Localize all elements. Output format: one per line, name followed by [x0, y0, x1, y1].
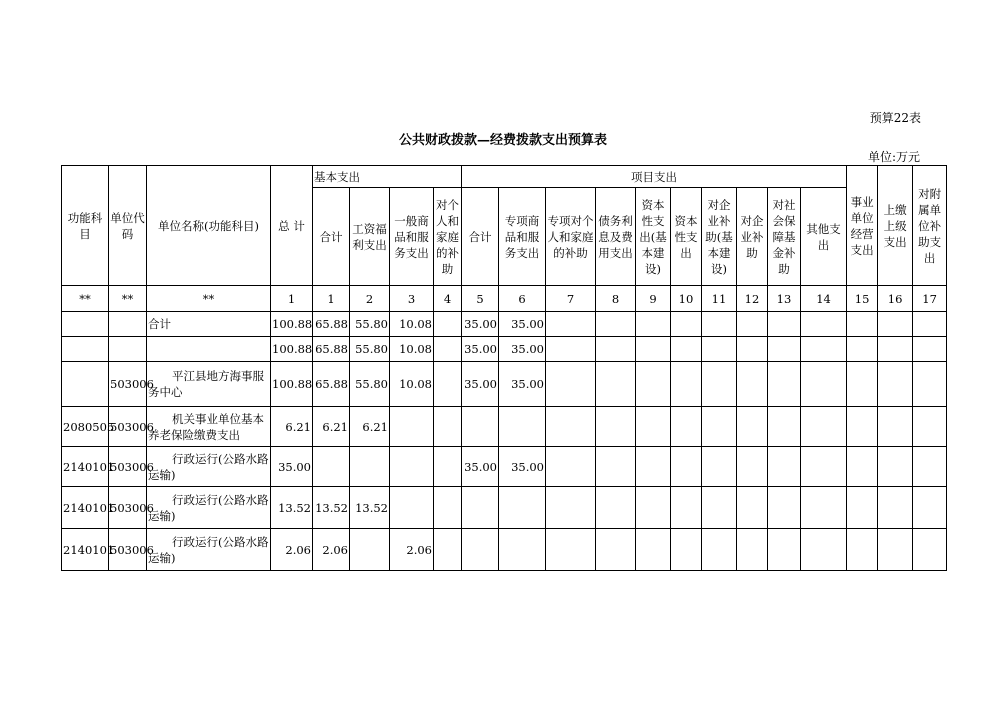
- empty-cell: [878, 337, 913, 362]
- index-cell: 6: [499, 286, 546, 312]
- empty-cell: [636, 407, 671, 447]
- empty-cell: [878, 447, 913, 487]
- empty-cell: [801, 487, 847, 529]
- proj-total-cell: 35.00: [462, 312, 499, 337]
- col-proj-personal: 专项对个人和家庭的补助: [546, 188, 596, 286]
- index-cell: 1: [271, 286, 313, 312]
- index-cell: 13: [768, 286, 801, 312]
- func-code-cell: 2140101: [62, 447, 109, 487]
- empty-cell: [913, 312, 947, 337]
- col-unit-code: 单位代码: [109, 166, 147, 286]
- index-cell: 12: [737, 286, 768, 312]
- empty-cell: [702, 407, 737, 447]
- unit-name-cell: [147, 337, 271, 362]
- index-cell: 3: [390, 286, 434, 312]
- goods-cell: 2.06: [390, 529, 434, 571]
- proj-goods-cell: 35.00: [499, 337, 546, 362]
- empty-cell: [702, 487, 737, 529]
- col-goods: 一般商品和服务支出: [390, 188, 434, 286]
- empty-cell: [847, 407, 878, 447]
- empty-cell: [878, 487, 913, 529]
- empty-cell: [636, 312, 671, 337]
- index-cell: 1: [313, 286, 350, 312]
- col-cap-build: 资本性支出(基本建设): [636, 188, 671, 286]
- table-row: [62, 487, 947, 529]
- col-proj-total: 合计: [462, 188, 499, 286]
- total-cell: 35.00: [271, 447, 313, 487]
- empty-cell: [801, 312, 847, 337]
- wages-cell: 13.52: [350, 487, 390, 529]
- unit-name-cell: 行政运行(公路水路运输): [147, 487, 271, 529]
- empty-cell: [596, 447, 636, 487]
- empty-cell: [801, 529, 847, 571]
- empty-cell: [768, 529, 801, 571]
- basic-total-cell: 65.88: [313, 362, 350, 407]
- personal-cell: [434, 447, 462, 487]
- empty-cell: [596, 487, 636, 529]
- basic-total-cell: 6.21: [313, 407, 350, 447]
- empty-cell: [737, 529, 768, 571]
- func-code-cell: 2140101: [62, 529, 109, 571]
- empty-cell: [596, 362, 636, 407]
- col-social: 对社会保障基金补助: [768, 188, 801, 286]
- group-basic: 基本支出: [313, 166, 462, 188]
- empty-cell: [913, 447, 947, 487]
- empty-cell: [671, 312, 702, 337]
- unit-label: 单位:万元: [867, 150, 920, 164]
- proj-goods-cell: [499, 529, 546, 571]
- unit-name-cell: 机关事业单位基本养老保险缴费支出: [147, 407, 271, 447]
- empty-cell: [671, 487, 702, 529]
- unit-name-cell: 合计: [147, 312, 271, 337]
- col-func-code: 功能科目: [62, 166, 109, 286]
- empty-cell: [636, 362, 671, 407]
- empty-cell: [878, 312, 913, 337]
- empty-cell: [801, 407, 847, 447]
- table-row: [62, 407, 947, 447]
- func-code-cell: [62, 312, 109, 337]
- total-cell: 2.06: [271, 529, 313, 571]
- empty-cell: [768, 312, 801, 337]
- empty-cell: [801, 362, 847, 407]
- empty-cell: [702, 529, 737, 571]
- empty-cell: [913, 529, 947, 571]
- func-code-cell: [62, 337, 109, 362]
- empty-cell: [596, 312, 636, 337]
- index-cell: 9: [636, 286, 671, 312]
- wages-cell: [350, 447, 390, 487]
- col-ent: 对企业补助: [737, 188, 768, 286]
- index-cell: 14: [801, 286, 847, 312]
- goods-cell: 10.08: [390, 337, 434, 362]
- proj-goods-cell: 35.00: [499, 312, 546, 337]
- col-upper: 上缴上级支出: [878, 166, 913, 286]
- index-cell: **: [62, 286, 109, 312]
- empty-cell: [737, 447, 768, 487]
- personal-cell: [434, 407, 462, 447]
- wages-cell: 55.80: [350, 362, 390, 407]
- empty-cell: [671, 447, 702, 487]
- wages-cell: [350, 529, 390, 571]
- goods-cell: 10.08: [390, 312, 434, 337]
- page-title: 公共财政拨款—经费拨款支出预算表: [398, 133, 607, 148]
- empty-cell: [768, 337, 801, 362]
- table-number: 预算22表: [869, 111, 921, 125]
- wages-cell: 6.21: [350, 407, 390, 447]
- empty-cell: [702, 447, 737, 487]
- empty-cell: [913, 362, 947, 407]
- proj-total-cell: 35.00: [462, 337, 499, 362]
- col-total: 总 计: [271, 166, 313, 286]
- unit-code-cell: 503006: [109, 362, 147, 407]
- func-code-cell: 2140101: [62, 487, 109, 529]
- empty-cell: [913, 337, 947, 362]
- budget-table: [61, 165, 947, 571]
- empty-cell: [702, 362, 737, 407]
- goods-cell: [390, 407, 434, 447]
- unit-code-cell: 503006: [109, 447, 147, 487]
- empty-cell: [546, 447, 596, 487]
- goods-cell: 10.08: [390, 362, 434, 407]
- col-other: 其他支出: [801, 188, 847, 286]
- empty-cell: [546, 529, 596, 571]
- empty-cell: [702, 337, 737, 362]
- unit-code-cell: 503006: [109, 407, 147, 447]
- empty-cell: [596, 407, 636, 447]
- col-ent-build: 对企业补助(基本建设): [702, 188, 737, 286]
- empty-cell: [671, 529, 702, 571]
- index-cell: 4: [434, 286, 462, 312]
- wages-cell: 55.80: [350, 312, 390, 337]
- index-row: [62, 286, 947, 312]
- proj-goods-cell: 35.00: [499, 447, 546, 487]
- empty-cell: [847, 337, 878, 362]
- empty-cell: [737, 362, 768, 407]
- empty-cell: [636, 447, 671, 487]
- proj-total-cell: [462, 487, 499, 529]
- empty-cell: [671, 362, 702, 407]
- index-cell: **: [147, 286, 271, 312]
- unit-code-cell: [109, 312, 147, 337]
- unit-code-cell: [109, 337, 147, 362]
- empty-cell: [546, 362, 596, 407]
- personal-cell: [434, 487, 462, 529]
- empty-cell: [847, 312, 878, 337]
- col-cap: 资本性支出: [671, 188, 702, 286]
- empty-cell: [546, 337, 596, 362]
- personal-cell: [434, 337, 462, 362]
- personal-cell: [434, 312, 462, 337]
- empty-cell: [636, 529, 671, 571]
- index-cell: 17: [913, 286, 947, 312]
- index-cell: 8: [596, 286, 636, 312]
- col-debt: 债务利息及费用支出: [596, 188, 636, 286]
- wages-cell: 55.80: [350, 337, 390, 362]
- empty-cell: [636, 487, 671, 529]
- empty-cell: [878, 529, 913, 571]
- basic-total-cell: [313, 447, 350, 487]
- empty-cell: [596, 337, 636, 362]
- empty-cell: [913, 407, 947, 447]
- empty-cell: [768, 487, 801, 529]
- empty-cell: [671, 337, 702, 362]
- index-cell: 2: [350, 286, 390, 312]
- empty-cell: [737, 337, 768, 362]
- group-project: 项目支出: [462, 166, 847, 188]
- table-row: [62, 362, 947, 407]
- table-row: [62, 337, 947, 362]
- empty-cell: [596, 529, 636, 571]
- personal-cell: [434, 362, 462, 407]
- unit-name-cell: 行政运行(公路水路运输): [147, 529, 271, 571]
- proj-goods-cell: [499, 407, 546, 447]
- unit-code-cell: 503006: [109, 529, 147, 571]
- proj-total-cell: [462, 529, 499, 571]
- total-cell: 100.88: [271, 362, 313, 407]
- empty-cell: [801, 447, 847, 487]
- empty-cell: [546, 312, 596, 337]
- index-cell: **: [109, 286, 147, 312]
- proj-total-cell: [462, 407, 499, 447]
- col-unit-name: 单位名称(功能科目): [147, 166, 271, 286]
- table-row: [62, 529, 947, 571]
- func-code-cell: [62, 362, 109, 407]
- empty-cell: [913, 487, 947, 529]
- index-cell: 16: [878, 286, 913, 312]
- basic-total-cell: 13.52: [313, 487, 350, 529]
- index-cell: 5: [462, 286, 499, 312]
- table-row: [62, 447, 947, 487]
- empty-cell: [878, 362, 913, 407]
- index-cell: 15: [847, 286, 878, 312]
- col-personal: 对个人和家庭的补助: [434, 188, 462, 286]
- basic-total-cell: 65.88: [313, 312, 350, 337]
- empty-cell: [847, 447, 878, 487]
- empty-cell: [847, 529, 878, 571]
- total-cell: 100.88: [271, 312, 313, 337]
- index-cell: 7: [546, 286, 596, 312]
- empty-cell: [737, 312, 768, 337]
- empty-cell: [768, 407, 801, 447]
- personal-cell: [434, 529, 462, 571]
- table-row: [62, 312, 947, 337]
- goods-cell: [390, 487, 434, 529]
- empty-cell: [847, 362, 878, 407]
- index-cell: 10: [671, 286, 702, 312]
- empty-cell: [878, 407, 913, 447]
- proj-goods-cell: 35.00: [499, 362, 546, 407]
- empty-cell: [801, 337, 847, 362]
- total-cell: 100.88: [271, 337, 313, 362]
- proj-total-cell: 35.00: [462, 362, 499, 407]
- empty-cell: [546, 487, 596, 529]
- col-wages: 工资福利支出: [350, 188, 390, 286]
- col-biz: 事业单位经营支出: [847, 166, 878, 286]
- empty-cell: [737, 407, 768, 447]
- basic-total-cell: 2.06: [313, 529, 350, 571]
- empty-cell: [847, 487, 878, 529]
- unit-name-cell: 行政运行(公路水路运输): [147, 447, 271, 487]
- col-basic-total: 合计: [313, 188, 350, 286]
- proj-total-cell: 35.00: [462, 447, 499, 487]
- empty-cell: [768, 447, 801, 487]
- empty-cell: [702, 312, 737, 337]
- unit-code-cell: 503006: [109, 487, 147, 529]
- col-sub: 对附属单位补助支出: [913, 166, 947, 286]
- func-code-cell: 2080505: [62, 407, 109, 447]
- empty-cell: [768, 362, 801, 407]
- empty-cell: [636, 337, 671, 362]
- basic-total-cell: 65.88: [313, 337, 350, 362]
- col-proj-goods: 专项商品和服务支出: [499, 188, 546, 286]
- proj-goods-cell: [499, 487, 546, 529]
- goods-cell: [390, 447, 434, 487]
- index-cell: 11: [702, 286, 737, 312]
- empty-cell: [546, 407, 596, 447]
- empty-cell: [671, 407, 702, 447]
- total-cell: 6.21: [271, 407, 313, 447]
- empty-cell: [737, 487, 768, 529]
- total-cell: 13.52: [271, 487, 313, 529]
- unit-name-cell: 平江县地方海事服务中心: [147, 362, 271, 407]
